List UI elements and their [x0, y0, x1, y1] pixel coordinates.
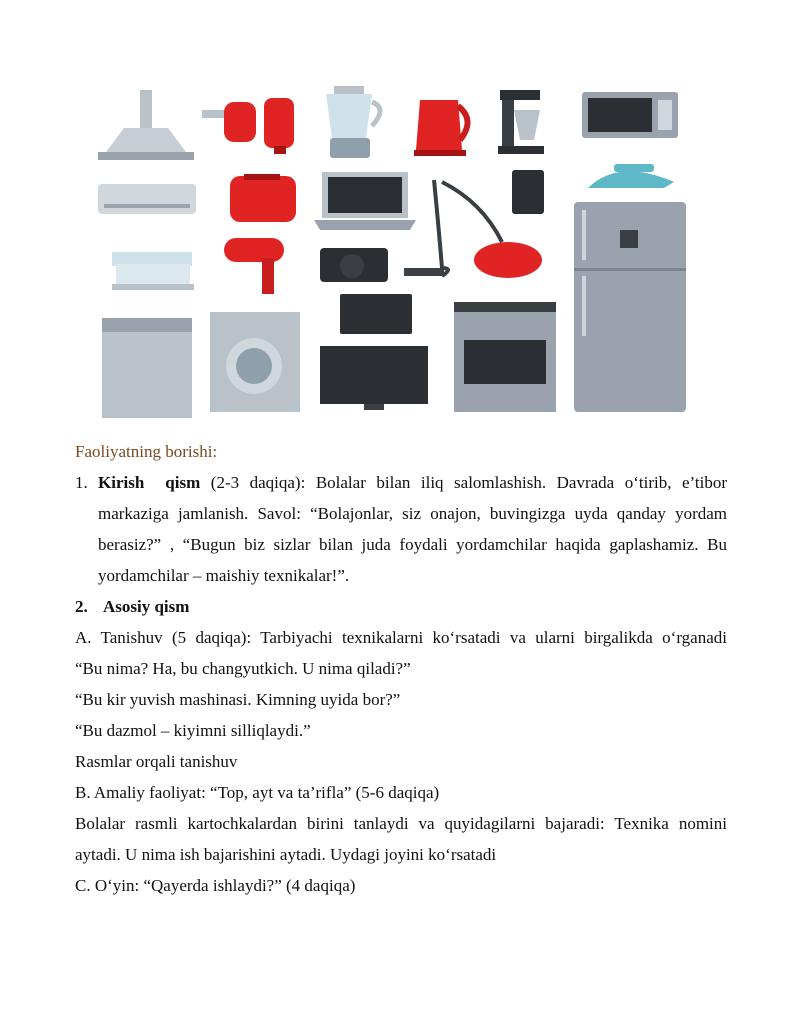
- para-a3: “Bu kir yuvish mashinasi. Kimning uyida bor?”: [75, 690, 401, 709]
- microwave-icon: [582, 92, 678, 138]
- washing-machine-icon: [210, 312, 300, 412]
- body-paragraphs: [75, 622, 727, 901]
- item1-line3: berasiz?” , “Bugun biz sizlar bilan juda foydali yordamchilar haqida gaplashamiz. Bu: [98, 535, 727, 554]
- item1-line1: Kirish qism (2-3 daqiqa): Bolalar bilan iliq salomlashish. Davrada o‘tirib, e’tibor: [98, 473, 727, 492]
- electric-kettle-icon: [414, 100, 468, 156]
- section-heading: Faoliyatning borishi:: [75, 442, 218, 461]
- laptop-icon: [314, 172, 416, 230]
- sewing-machine-icon: [112, 252, 194, 290]
- stove-oven-icon: [454, 302, 556, 412]
- para-a2: “Bu nima? Ha, bu changyutkich. U nima qiladi?”: [75, 659, 411, 678]
- air-conditioner-icon: [98, 184, 196, 214]
- camera-icon: [320, 248, 388, 282]
- hand-mixer-icon: [202, 98, 294, 154]
- list-item-2: [75, 591, 727, 622]
- toaster-icon: [230, 174, 296, 222]
- para-c1: C. O‘yin: “Qayerda ishlaydi?” (4 daqiqa): [75, 876, 356, 895]
- item1-line4: yordamchilar – maishiy texnikalar!”.: [98, 566, 350, 585]
- list-number: 2.: [75, 597, 88, 616]
- para-b2: Bolalar rasmli kartochkalardan birini tanlaydi va quyidagilarni bajaradi: Texnika nomini: [75, 814, 727, 833]
- tv-icon: [320, 346, 428, 410]
- refrigerator-icon: [574, 202, 686, 412]
- para-a4: “Bu dazmol – kiyimni silliqlaydi.”: [75, 721, 311, 740]
- item1-title: Kirish qism: [98, 473, 201, 492]
- blender-icon: [326, 86, 380, 158]
- list-number: 1.: [75, 473, 88, 492]
- para-a5: Rasmlar orqali tanishuv: [75, 752, 238, 771]
- coffee-maker-icon: [498, 90, 544, 154]
- para-a1: A. Tanishuv (5 daqiqa): Tarbiyachi texnikalarni ko‘rsatadi va ularni birgalikda o‘rganadi: [75, 628, 727, 647]
- monitor-icon: [340, 294, 412, 334]
- hair-dryer-icon: [224, 238, 284, 294]
- list-item-1: [75, 467, 727, 591]
- appliances-illustration: [94, 80, 694, 425]
- dishwasher-icon: [102, 318, 192, 418]
- range-hood-icon: [98, 90, 194, 160]
- para-b3: aytadi. U nima ish bajarishini aytadi. Uydagi joyini ko‘rsatadi: [75, 845, 497, 864]
- item1-line2: markaziga jamlanish. Savol: “Bolajonlar, siz onajon, buvingizga uyda qanday yordam: [98, 504, 727, 523]
- iron-icon: [588, 164, 674, 188]
- item2-title: Asosiy qism: [103, 597, 190, 616]
- para-b1: B. Amaliy faoliyat: “Top, ayt va ta’rifla” (5-6 daqiqa): [75, 783, 440, 802]
- tablet-icon: [512, 170, 544, 214]
